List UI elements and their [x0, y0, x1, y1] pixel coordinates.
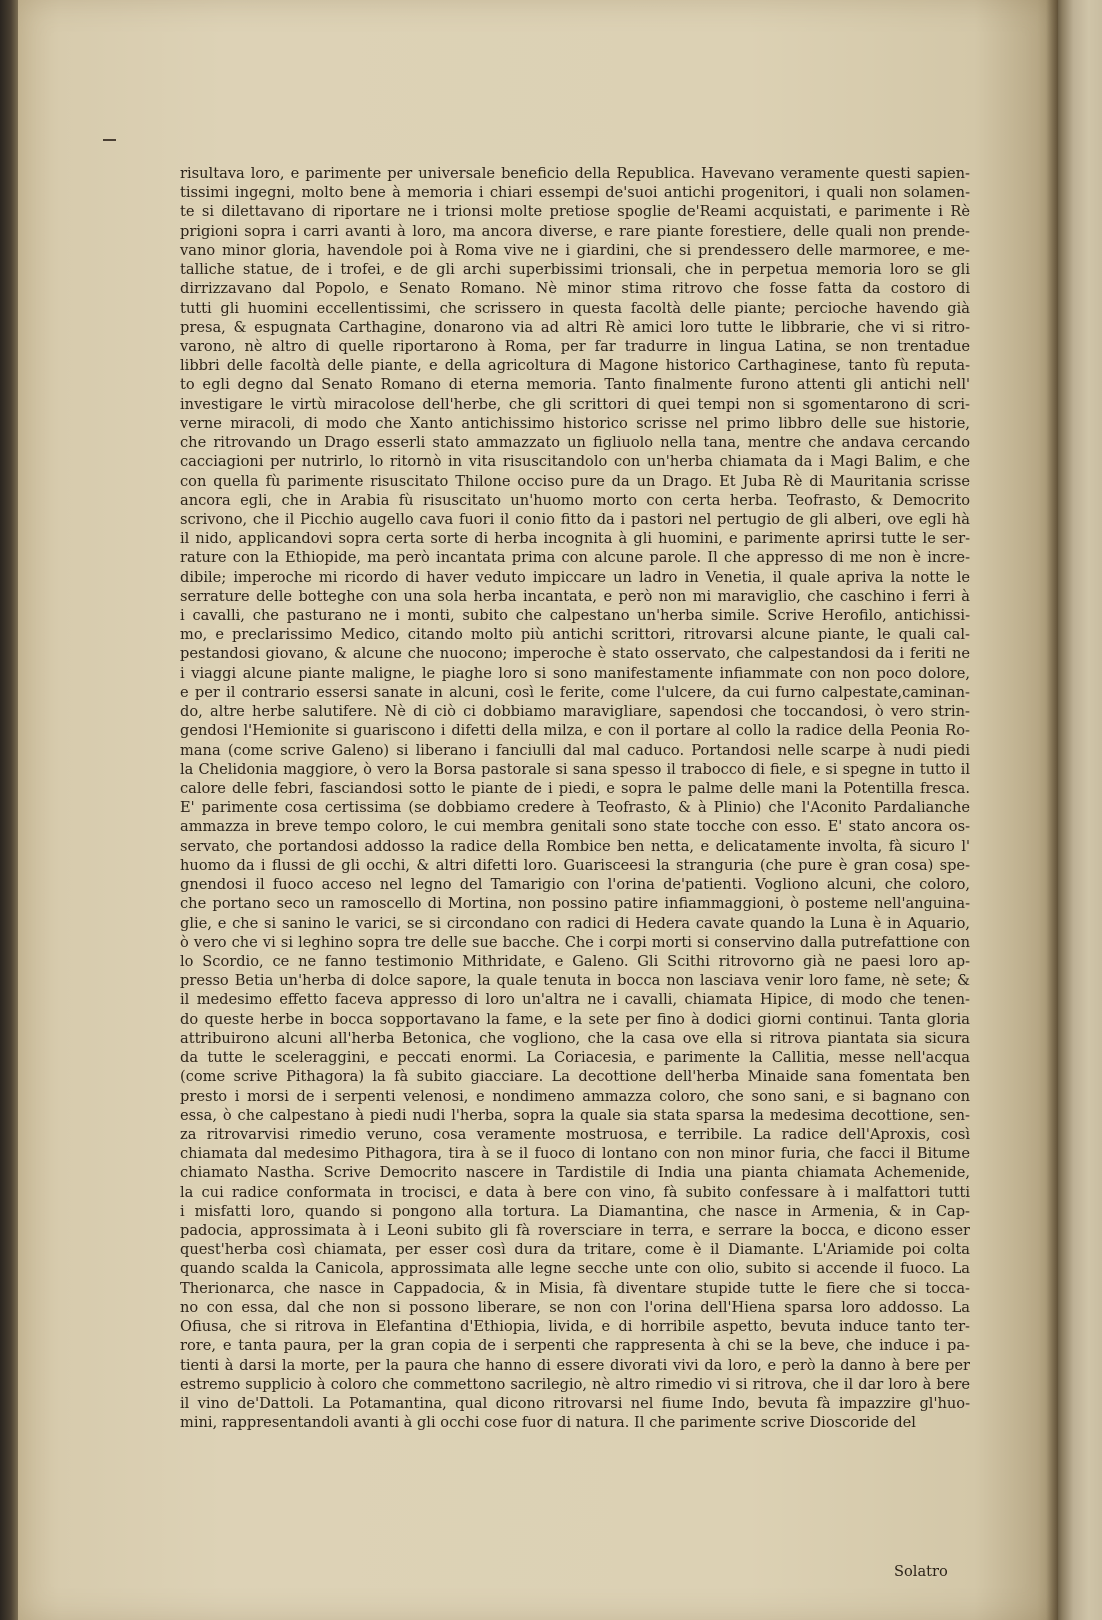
text-line: za ritrovarvisi rimedio veruno, cosa veramente mostruosa, e terribile. La radice dell'Aproxis, così: [180, 1125, 970, 1143]
body-text: [180, 164, 970, 1432]
text-line: calore delle febri, fasciandosi sotto le piante de i piedi, e sopra le palme delle mani la Potentilla fresca.: [180, 780, 970, 797]
text-line: do, altre herbe salutifere. Nè di ciò ci dobbiamo maravigliare, sapendosi che toccandosi, ò vero strin-: [180, 703, 970, 721]
text-line: vano minor gloria, havendole poi à Roma vive ne i giardini, che si prendessero delle marmoree, e me-: [180, 241, 970, 259]
text-line: quando scalda la Canicola, approssimata alle legne secche unte con olio, subito si accende il fuoco. La: [180, 1260, 970, 1278]
text-line: servato, che portandosi addosso la radice della Rombice ben netta, e delicatamente involta, fà sicuro l': [180, 837, 970, 855]
text-line: dirrizzavano dal Popolo, e Senato Romano. Nè minor stima ritrovo che fosse fatta da costoro di: [180, 280, 970, 298]
text-line: cacciagioni per nutrirlo, lo ritornò in vita risuscitandolo con un'herba chiamata da i Magi Balim, e che: [180, 453, 970, 471]
printer-mark: [103, 139, 116, 141]
text-line: gnendosi il fuoco acceso nel legno del Tamarigio con l'orina de'patienti. Vogliono alcuni, che coloro,: [180, 876, 970, 894]
text-line: la Chelidonia maggiore, ò vero la Borsa pastorale si sana spesso il trabocco di fiele, e si spegne in tutto il: [180, 760, 970, 778]
text-line: ò vero che vi si leghino sopra tre delle sue bacche. Che i corpi morti si conservino dalla putrefattione con: [180, 933, 970, 951]
text-line: mini, rappresentandoli avanti à gli occhi cose fuor di natura. Il che parimente scrive Dioscoride del: [180, 1414, 916, 1432]
left-page-edge: [0, 0, 18, 1620]
text-line: mana (come scrive Galeno) si liberano i fanciulli dal mal caduco. Portandosi nelle scarpe à nudi piedi: [180, 741, 970, 759]
text-line: do queste herbe in bocca sopportavano la fame, e la sete per fino à dodici giorni continui. Tanta gloria: [180, 1010, 970, 1028]
text-line: glie, e che si sanino le varici, se si circondano con radici di Hedera cavate quando la Luna è in Aquario,: [180, 914, 970, 932]
text-line: to egli degno dal Senato Romano di eterna memoria. Tanto finalmente furono attenti gli antichi nell': [180, 376, 970, 394]
text-line: che ritrovando un Drago esserli stato ammazzato un figliuolo nella tana, mentre che andava cercando: [180, 434, 970, 452]
text-line: talliche statue, de i trofei, e de gli archi superbissimi trionsali, che in perpetua memoria loro se gli: [180, 261, 970, 279]
text-line: rature con la Ethiopide, ma però incantata prima con alcune parole. Il che appresso di me non è incre-: [180, 549, 970, 567]
text-line: dibile; imperoche mi ricordo di haver veduto impiccare un ladro in Venetia, il quale apriva la notte le: [180, 568, 970, 586]
text-line: scrivono, che il Picchio augello cava fuori il conio fitto da i pastori nel pertugio de gli alberi, ove egli hà: [180, 510, 970, 528]
text-line: (come scrive Pithagora) la fà subito giacciare. La decottione dell'herba Minaide sana fomentata ben: [180, 1068, 970, 1086]
text-line: i viaggi alcune piante maligne, le piaghe loro si sono manifestamente infiammate con non poco dolore,: [180, 664, 970, 682]
text-line: varono, nè altro di quelle riportarono à Roma, per far tradurre in lingua Latina, se non trentadue: [180, 337, 970, 355]
text-line: libbri delle facoltà delle piante, e della agricoltura di Magone historico Carthaginese, tanto fù reputa-: [180, 357, 970, 375]
text-line: presso Betia un'herba di dolce sapore, la quale tenuta in bocca non lasciava venir loro fame, nè sete; &: [180, 972, 970, 990]
text-line: rore, e tanta paura, per la gran copia de i serpenti che rappresenta à chi se la beve, che induce i pa-: [180, 1337, 970, 1355]
text-line: la cui radice conformata in trocisci, e data à bere con vino, fà subito confessare à i malfattori tutti: [180, 1183, 970, 1201]
text-line: risultava loro, e parimente per universale beneficio della Republica. Havevano veramente questi sapien-: [180, 165, 970, 182]
text-line: lo Scordio, ce ne fanno testimonio Mithridate, e Galeno. Gli Scithi ritrovorno già ne paesi loro ap-: [180, 952, 970, 970]
text-line: il medesimo effetto faceva appresso di loro un'altra ne i cavalli, chiamata Hipice, di modo che tenen-: [180, 991, 970, 1009]
text-line: da tutte le sceleraggini, e peccati enormi. La Coriacesia, e parimente la Callitia, messe nell'acqua: [180, 1049, 970, 1067]
text-line: tissimi ingegni, molto bene à memoria i chiari essempi de'suoi antichi progenitori, i quali non solamen-: [180, 184, 970, 202]
text-line: che portano seco un ramoscello di Mortina, non possino patire infiammaggioni, ò posteme nell'anguina-: [180, 895, 970, 913]
text-line: mo, e preclarissimo Medico, citando molto più antichi scrittori, ritrovarsi alcune piante, le quali cal-: [180, 626, 970, 644]
text-line: chiamata dal medesimo Pithagora, tira à se il fuoco di lontano con non minor furia, che facci il Bitume: [180, 1145, 970, 1163]
text-line: gendosi l'Hemionite si guariscono i difetti della milza, e con il portare al collo la radice della Peonia Ro-: [180, 722, 970, 740]
text-line: i cavalli, che pasturano ne i monti, subito che calpestano un'herba simile. Scrive Herofilo, antichissi-: [180, 607, 970, 625]
text-line: estremo supplicio à coloro che commettono sacrilegio, nè altro rimedio vi si ritrova, che il dar loro à bere: [180, 1375, 970, 1393]
text-line: huomo da i flussi de gli occhi, & altri difetti loro. Guarisceesi la stranguria (che pure è gran cosa) spe-: [180, 856, 970, 874]
text-line: e per il contrario essersi sanate in alcuni, così le ferite, come l'ulcere, da cui furno calpestate,caminan-: [180, 683, 970, 701]
text-line: quest'herba così chiamata, per esser così dura da tritare, come è il Diamante. L'Ariamide poi colta: [180, 1241, 970, 1259]
catchword: Solatro: [894, 1563, 948, 1580]
text-line: te si dilettavano di riportare ne i trionsi molte pretiose spoglie de'Reami acquistati, e parimente i Rè: [180, 203, 970, 221]
text-line: Therionarca, che nasce in Cappadocia, & in Misia, fà diventare stupide tutte le fiere che si tocca-: [180, 1279, 970, 1297]
text-line: prigioni sopra i carri avanti à loro, ma ancora diverse, e rare piante forestiere, delle quali non prende-: [180, 222, 970, 240]
text-line: verne miracoli, di modo che Xanto antichissimo historico scrisse nel primo libbro delle sue historie,: [180, 414, 970, 432]
text-line: ancora egli, che in Arabia fù risuscitato un'huomo morto con certa herba. Teofrasto, & Democrito: [180, 491, 970, 509]
text-line: padocia, approssimata à i Leoni subito gli fà roversciare in terra, e serrare la bocca, e dicono esser: [180, 1222, 970, 1240]
text-line: investigare le virtù miracolose dell'herbe, che gli scrittori di quei tempi non si sgomentarono di scri-: [180, 395, 970, 413]
text-line: tutti gli huomini eccellentissimi, che scrissero in questa facoltà delle piante; percioche havendo già: [180, 299, 970, 317]
text-line: tienti à darsi la morte, per la paura che hanno di essere divorati vivi da loro, e però la danno à bere per: [180, 1356, 970, 1374]
next-page-edge: [1058, 0, 1102, 1620]
text-line: Ofiusa, che si ritrova in Elefantina d'Ethiopia, livida, e di horribile aspetto, bevuta induce tanto ter-: [180, 1318, 970, 1336]
text-line: no con essa, dal che non si possono liberare, se non con l'orina dell'Hiena sparsa loro addosso. La: [180, 1298, 970, 1316]
text-line: presto i morsi de i serpenti velenosi, e nondimeno ammazza coloro, che sono sani, e si bagnano con: [180, 1087, 970, 1105]
text-line: presa, & espugnata Carthagine, donarono via ad altri Rè amici loro tutte le libbrarie, che vi si ritro-: [180, 318, 970, 336]
text-line: ammazza in breve tempo coloro, le cui membra genitali sono state tocche con esso. E' stato ancora os-: [180, 818, 970, 836]
text-line: attribuirono alcuni all'herba Betonica, che vogliono, che la casa ove ella si ritrova piantata sia sicura: [180, 1029, 970, 1047]
text-line: E' parimente cosa certissima (se dobbiamo credere à Teofrasto, & à Plinio) che l'Aconito Pardalianche: [180, 799, 970, 817]
text-line: con quella fù parimente risuscitato Thilone occiso pure da un Drago. Et Juba Rè di Mauritania scrisse: [180, 472, 970, 490]
text-line: il nido, applicandovi sopra certa sorte di herba incognita à gli huomini, e parimente aprirsi tutte le ser-: [180, 530, 970, 548]
text-line: essa, ò che calpestano à piedi nudi l'herba, sopra la quale sia stata sparsa la medesima decottione, sen-: [180, 1106, 970, 1124]
text-line: i misfatti loro, quando si pongono alla tortura. La Diamantina, che nasce in Armenia, & in Cap-: [180, 1202, 970, 1220]
text-line: serrature delle botteghe con una sola herba incantata, e però non mi maraviglio, che caschino i ferri à: [180, 587, 970, 605]
text-line: il vino de'Dattoli. La Potamantina, qual dicono ritrovarsi nel fiume Indo, bevuta fà impazzire gl'huo-: [180, 1395, 970, 1412]
text-line: chiamato Nastha. Scrive Democrito nascere in Tardistile di India una pianta chiamata Achemenide,: [180, 1164, 970, 1182]
text-line: pestandosi giovano, & alcune che nuocono; imperoche è stato osservato, che calpestandosi da i feriti ne: [180, 645, 970, 663]
